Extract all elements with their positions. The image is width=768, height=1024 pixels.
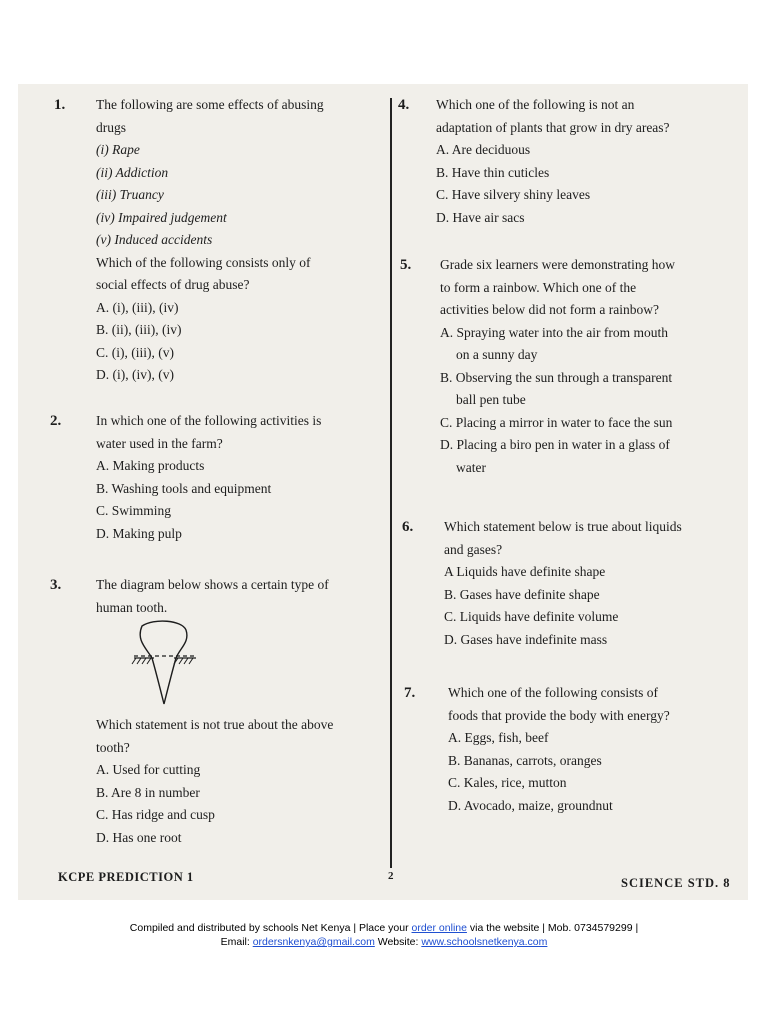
answer-option-c: C. (i), (iii), (v) xyxy=(96,344,174,360)
effect-item: (ii) Addiction xyxy=(96,164,169,180)
answer-option-b: B. Gases have definite shape xyxy=(444,586,600,602)
answer-option-d: D. Making pulp xyxy=(96,525,182,541)
question-stem-line: activities below did not form a rainbow? xyxy=(440,302,659,317)
question-6 xyxy=(398,516,743,651)
answer-option-a: A. Used for cutting xyxy=(96,762,201,777)
credit-line-2 xyxy=(0,935,768,949)
answer-option-b-continued: ball pen tube xyxy=(456,392,526,407)
effect-item: (v) Induced accidents xyxy=(96,232,213,247)
answer-option-a: A. Eggs, fish, beef xyxy=(448,730,549,745)
footer-subject: SCIENCE STD. 8 xyxy=(621,876,731,890)
answer-option-b: B. Observing the sun through a transparent xyxy=(440,369,673,385)
question-text-line: Which statement is not true about the above xyxy=(96,717,334,732)
question-3 xyxy=(38,574,383,845)
credit-text: Website: xyxy=(374,936,422,948)
question-7 xyxy=(398,682,743,817)
answer-option-d: D. Gases have indefinite mass xyxy=(444,631,608,647)
question-stem-line: adaptation of plants that grow in dry areas? xyxy=(436,119,670,135)
question-stem-line: human tooth. xyxy=(96,599,168,615)
website-link[interactable]: www.schoolsnetkenya.com xyxy=(421,936,548,948)
question-text-line: tooth? xyxy=(96,739,130,755)
question-number: 1. xyxy=(54,97,66,113)
question-stem-line: drugs xyxy=(96,119,126,135)
answer-option-d: D. Has one root xyxy=(96,829,182,845)
question-stem-line: Which one of the following consists of xyxy=(448,685,658,700)
question-stem-line: and gases? xyxy=(444,541,503,557)
column-divider xyxy=(390,98,392,868)
credit-text: Email: xyxy=(220,936,253,948)
question-1 xyxy=(38,94,383,387)
question-stem-line: Which statement below is true about liquids xyxy=(444,519,682,534)
question-stem-line: foods that provide the body with energy? xyxy=(448,707,670,723)
answer-option-b: B. Bananas, carrots, oranges xyxy=(448,752,602,768)
answer-option-a: A. (i), (iii), (iv) xyxy=(96,299,179,315)
effect-item: (iii) Truancy xyxy=(96,187,164,202)
question-number: 5. xyxy=(400,257,412,273)
question-number: 2. xyxy=(50,413,62,429)
answer-option-d-continued: water xyxy=(456,459,486,475)
question-stem-line: to form a rainbow. Which one of the xyxy=(440,279,637,295)
answer-option-d: D. Placing a biro pen in water in a glass of xyxy=(440,437,670,452)
order-online-link[interactable]: order online xyxy=(411,922,467,934)
answer-option-d: D. Avocado, maize, groundnut xyxy=(448,797,613,813)
answer-option-b: B. (ii), (iii), (iv) xyxy=(96,322,182,337)
credit-text: via the website | Mob. 0734579299 | xyxy=(466,922,639,934)
email-link[interactable]: ordersnkenya@gmail.com xyxy=(252,936,375,948)
question-stem-line: Grade six learners were demonstrating how xyxy=(440,257,676,272)
answer-option-d: D. Have air sacs xyxy=(436,209,525,225)
question-stem-line: water used in the farm? xyxy=(96,435,223,451)
answer-option-b: B. Are 8 in number xyxy=(96,784,200,800)
question-stem-line: The following are some effects of abusing xyxy=(96,97,324,112)
question-number: 6. xyxy=(402,519,414,535)
credit-text: Compiled and distributed by schools Net Kenya | Place your xyxy=(129,922,412,934)
answer-option-c: C. Have silvery shiny leaves xyxy=(436,187,591,202)
answer-option-d: D. (i), (iv), (v) xyxy=(96,367,174,382)
answer-option-b: B. Have thin cuticles xyxy=(436,164,550,180)
incisor-tooth-diagram xyxy=(114,620,214,710)
answer-option-b: B. Washing tools and equipment xyxy=(96,480,272,496)
distribution-credit xyxy=(0,921,768,949)
question-text-line: Which of the following consists only of xyxy=(96,254,311,270)
footer-exam-title: KCPE PREDICTION 1 xyxy=(58,870,194,884)
answer-option-c: C. Has ridge and cusp xyxy=(96,807,215,822)
question-stem-line: The diagram below shows a certain type of xyxy=(96,577,329,592)
answer-option-a-continued: on a sunny day xyxy=(456,347,538,362)
question-4 xyxy=(398,94,743,229)
question-stem-line: Which one of the following is not an xyxy=(436,97,635,112)
question-number: 7. xyxy=(404,685,416,701)
credit-line-1 xyxy=(0,921,768,935)
question-text-line: social effects of drug abuse? xyxy=(96,277,250,292)
question-number: 3. xyxy=(50,577,62,593)
answer-option-c: C. Swimming xyxy=(96,503,172,518)
answer-option-a: A. Are deciduous xyxy=(436,142,531,157)
answer-option-a: A. Making products xyxy=(96,458,205,473)
answer-option-c: C. Placing a mirror in water to face the sun xyxy=(440,414,673,430)
answer-option-c: C. Kales, rice, mutton xyxy=(448,775,567,790)
question-2 xyxy=(38,410,383,545)
effect-item: (i) Rape xyxy=(96,142,140,157)
question-stem-line: In which one of the following activities is xyxy=(96,413,322,428)
effect-item: (iv) Impaired judgement xyxy=(96,209,227,225)
answer-option-c: C. Liquids have definite volume xyxy=(444,609,619,624)
scanned-exam-page xyxy=(18,84,748,900)
question-number: 4. xyxy=(398,97,410,113)
page-number: 2 xyxy=(388,870,394,882)
question-5 xyxy=(398,254,743,479)
answer-option-a: A. Spraying water into the air from mouth xyxy=(440,324,668,340)
answer-option-a: A Liquids have definite shape xyxy=(444,564,606,579)
